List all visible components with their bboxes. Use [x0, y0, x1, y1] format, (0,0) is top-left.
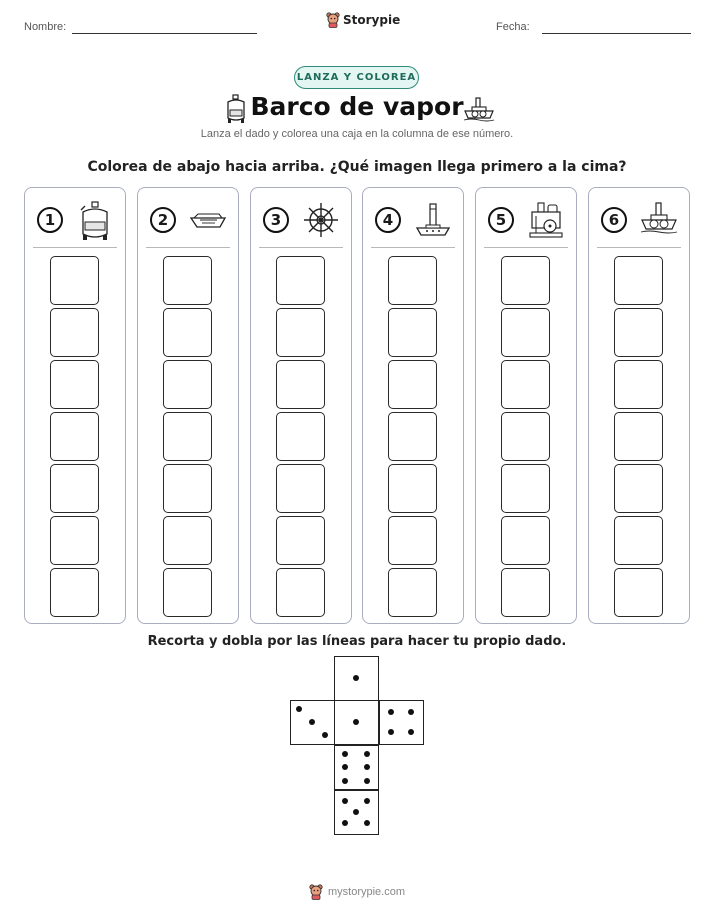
- color-box[interactable]: [50, 308, 99, 357]
- column-number: 3: [263, 207, 289, 233]
- date-label: Fecha:: [496, 21, 530, 33]
- color-box[interactable]: [614, 360, 663, 409]
- color-box[interactable]: [614, 256, 663, 305]
- color-box[interactable]: [276, 256, 325, 305]
- color-box[interactable]: [50, 516, 99, 565]
- instruction: Colorea de abajo hacia arriba. ¿Qué imagen llega primero a la cima?: [87, 159, 627, 175]
- color-box[interactable]: [614, 568, 663, 617]
- die-face-6: [334, 745, 379, 790]
- die-instruction: Recorta y dobla por las líneas para hacer tu propio dado.: [147, 634, 567, 649]
- column-header: [33, 198, 117, 248]
- die-pip: [353, 675, 359, 681]
- column-number: 2: [150, 207, 176, 233]
- color-box[interactable]: [388, 568, 437, 617]
- column-header: [146, 198, 230, 248]
- die-pip: [364, 778, 370, 784]
- color-box[interactable]: [163, 464, 212, 513]
- date-line[interactable]: [542, 33, 691, 34]
- die-pip: [353, 809, 359, 815]
- column-header: [597, 198, 681, 248]
- column-header: [371, 198, 455, 248]
- paddle-steamer-icon: [639, 200, 679, 240]
- name-label: Nombre:: [24, 21, 67, 33]
- die-face-3: [290, 700, 335, 745]
- color-box[interactable]: [388, 256, 437, 305]
- color-box[interactable]: [614, 308, 663, 357]
- paddle-steamer-icon: [463, 96, 495, 122]
- die-pip: [408, 729, 414, 735]
- die-pip: [342, 778, 348, 784]
- color-box[interactable]: [388, 464, 437, 513]
- die-pip: [388, 709, 394, 715]
- color-box[interactable]: [501, 568, 550, 617]
- die-pip: [364, 820, 370, 826]
- color-box[interactable]: [614, 464, 663, 513]
- subtitle: Lanza el dado y colorea una caja en la columna de ese número.: [200, 128, 514, 140]
- brand-name: Storypie: [343, 13, 401, 27]
- die-face-5: [334, 790, 379, 835]
- die-pip: [309, 719, 315, 725]
- column-1: [24, 187, 126, 624]
- smokestack-ship-icon: [413, 200, 453, 240]
- color-box[interactable]: [388, 412, 437, 461]
- die-pip: [408, 709, 414, 715]
- die-pip: [296, 706, 302, 712]
- color-box[interactable]: [50, 256, 99, 305]
- color-box[interactable]: [388, 308, 437, 357]
- footer: [0, 884, 714, 900]
- column-header: [484, 198, 568, 248]
- color-box[interactable]: [163, 360, 212, 409]
- bear-icon: [309, 884, 323, 900]
- die-face-1: [334, 700, 379, 745]
- die-pip: [342, 798, 348, 804]
- column-4: [362, 187, 464, 624]
- column-number: 1: [37, 207, 63, 233]
- die-pip: [322, 732, 328, 738]
- color-box[interactable]: [501, 360, 550, 409]
- color-box[interactable]: [276, 516, 325, 565]
- column-6: [588, 187, 690, 624]
- die-pip: [342, 751, 348, 757]
- color-box[interactable]: [614, 412, 663, 461]
- boiler-icon: [75, 200, 115, 240]
- color-box[interactable]: [501, 256, 550, 305]
- color-box[interactable]: [614, 516, 663, 565]
- color-box[interactable]: [163, 516, 212, 565]
- column-3: [250, 187, 352, 624]
- color-box[interactable]: [276, 464, 325, 513]
- color-box[interactable]: [501, 308, 550, 357]
- steam-engine-icon: [526, 200, 566, 240]
- color-box[interactable]: [501, 412, 550, 461]
- color-box[interactable]: [163, 568, 212, 617]
- footer-url: mystorypie.com: [327, 886, 406, 898]
- die-pip: [353, 719, 359, 725]
- brand-logo: [326, 12, 400, 28]
- color-box[interactable]: [50, 568, 99, 617]
- column-5: [475, 187, 577, 624]
- die-pip: [364, 798, 370, 804]
- color-box[interactable]: [276, 360, 325, 409]
- color-box[interactable]: [388, 516, 437, 565]
- color-box[interactable]: [50, 464, 99, 513]
- column-number: 6: [601, 207, 627, 233]
- color-box[interactable]: [163, 256, 212, 305]
- color-box[interactable]: [276, 308, 325, 357]
- die-pip: [364, 764, 370, 770]
- column-2: [137, 187, 239, 624]
- color-box[interactable]: [50, 360, 99, 409]
- bear-icon: [326, 12, 340, 28]
- die-pip: [364, 751, 370, 757]
- color-box[interactable]: [276, 568, 325, 617]
- die-pip: [388, 729, 394, 735]
- name-line[interactable]: [72, 33, 257, 34]
- color-box[interactable]: [501, 516, 550, 565]
- column-header: [259, 198, 343, 248]
- die-pip: [342, 764, 348, 770]
- color-box[interactable]: [501, 464, 550, 513]
- rowboat-icon: [188, 200, 228, 240]
- color-box[interactable]: [163, 308, 212, 357]
- activity-badge: LANZA Y COLOREA: [294, 66, 419, 89]
- color-box[interactable]: [388, 360, 437, 409]
- die-face-4: [379, 700, 424, 745]
- color-box[interactable]: [50, 412, 99, 461]
- color-box[interactable]: [163, 412, 212, 461]
- page-title: Barco de vapor: [250, 92, 464, 121]
- die-face-1: [334, 656, 379, 701]
- ship-wheel-icon: [301, 200, 341, 240]
- column-number: 4: [375, 207, 401, 233]
- column-number: 5: [488, 207, 514, 233]
- color-box[interactable]: [276, 412, 325, 461]
- die-pip: [342, 820, 348, 826]
